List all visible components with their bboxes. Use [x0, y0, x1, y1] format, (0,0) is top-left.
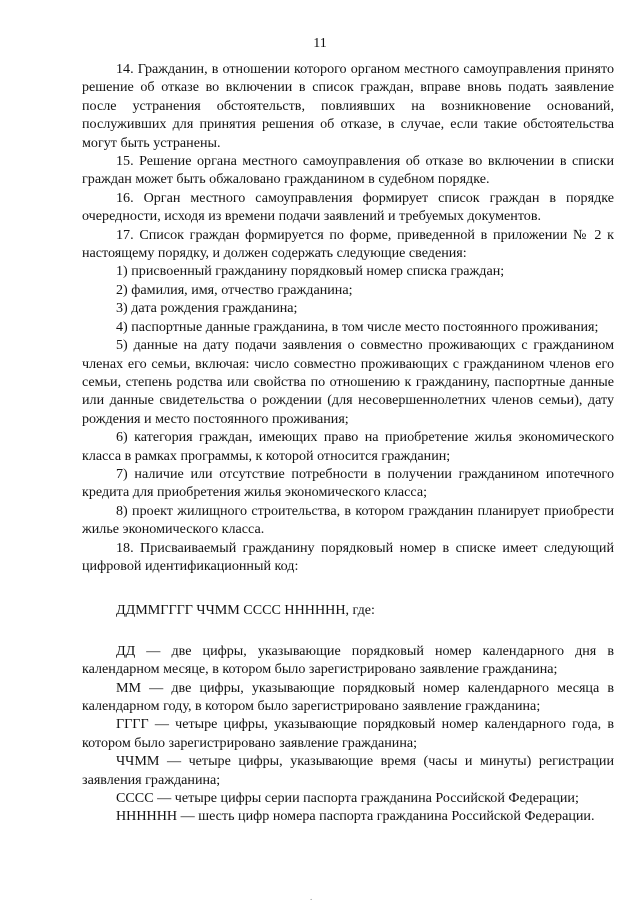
definition-item: [82, 642, 614, 679]
definition-term: ММ: [116, 679, 142, 696]
definition-item: [82, 752, 614, 789]
paragraph-15: 15. Решение органа местного самоуправления об отказе во включении в списки граждан может быть обжаловано гражданином в судебном порядке.: [82, 153, 614, 188]
definition-text: — шесть цифр номера паспорта гражданина Российской Федерации.: [177, 808, 595, 825]
paragraph-17: 17. Список граждан формируется по форме, приведенной в приложении № 2 к настоящему порядку, и должен содержать следующие сведения:: [82, 226, 614, 262]
definition-item: [82, 715, 614, 752]
definition-item: [82, 679, 614, 716]
list-item: 4) паспортные данные гражданина, в том числе место постоянного проживания;: [116, 318, 599, 335]
list-item: 1) присвоенный гражданину порядковый номер списка граждан;: [116, 263, 505, 280]
definition-term: ДД: [116, 642, 136, 659]
definition-item: [82, 807, 614, 825]
footer-mark: .: [310, 892, 313, 902]
code-format: ДДММГГГГ ЧЧММ СССС НННННН, где:: [116, 602, 375, 619]
definition-term: НННННН: [116, 808, 178, 825]
paragraph-16: 16. Орган местного самоуправления формирует список граждан в порядке очередности, исходя из времени подачи заявлений и требуемых документов.: [82, 189, 614, 225]
definition-text: — четыре цифры, указывающие время (часы и минуты) регистрации заявления гражданина;: [82, 753, 614, 788]
definition-text: — две цифры, указывающие порядковый номер календарного месяца в календарном году, в котором было зарегистрировано заявление гражданина;: [82, 679, 614, 714]
paragraph-18: 18. Присваиваемый гражданину порядковый номер в списке имеет следующий цифровой идентификационный код:: [82, 539, 614, 574]
list-item: 7) наличие или отсутствие потребности в получении гражданином ипотечного кредита для приобретения жилья экономического класса;: [82, 465, 614, 501]
definition-item: [82, 789, 614, 807]
definition-term: ГГГГ: [116, 716, 149, 733]
document-body: [82, 60, 614, 826]
paragraph-14: 14. Гражданин, в отношении которого органом местного самоуправления принято решение об отказе во включении в список граждан, вправе вновь подать заявление после устранения обстоятельств, повлиявших на возникновение оснований, послуживших для принятия решения об отказе, в случае, если такие обстоятельства могут быть устранены.: [82, 61, 614, 151]
list-item: 5) данные на дату подачи заявления о совместно проживающих с гражданином членах его семьи, включая: число совместно проживающих с гражданином членов его семьи, степень родства или свойства по отношению к гражданину, паспортные данные или данные свидетельства о рождении (для несовершеннолетних членов семьи), дату рождения и место постоянного проживания;: [82, 337, 614, 427]
definition-text: — четыре цифры серии паспорта гражданина Российской Федерации;: [153, 790, 579, 807]
page-number: 11: [313, 36, 327, 51]
definition-text: — две цифры, указывающие порядковый номер календарного дня в календарном месяце, в котором было зарегистрировано заявление гражданина;: [82, 642, 614, 678]
list-item: 2) фамилия, имя, отчество гражданина;: [116, 281, 353, 298]
list-item: 6) категория граждан, имеющих право на приобретение жилья экономического класса в рамках программы, к которой относится гражданин;: [82, 429, 614, 464]
list-item: 3) дата рождения гражданина;: [116, 300, 298, 317]
list-item: 8) проект жилищного строительства, в котором гражданин планирует приобрести жилье экономического класса.: [82, 502, 614, 538]
definition-term: ЧЧММ: [116, 753, 160, 770]
definition-text: — четыре цифры, указывающие порядковый номер календарного года, в котором было зарегистрировано заявление гражданина;: [82, 716, 614, 751]
definition-term: СССС: [116, 790, 154, 807]
